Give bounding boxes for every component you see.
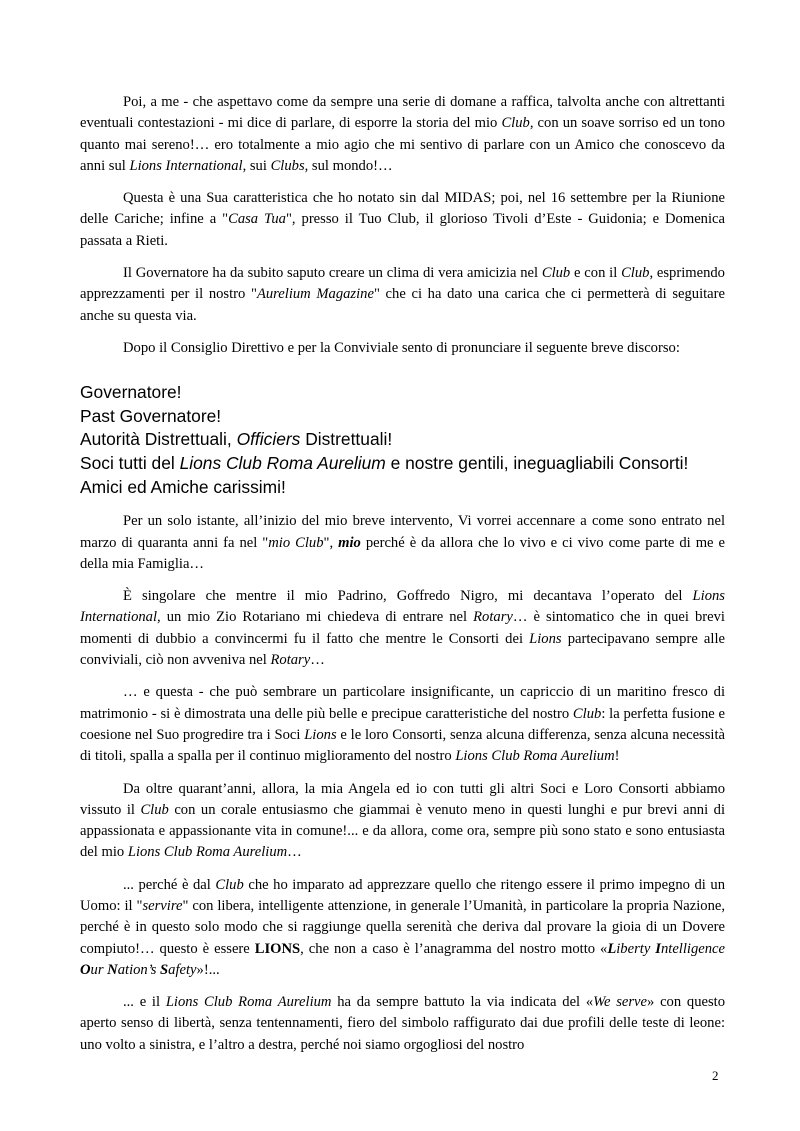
- speech-paragraphs: [80, 511, 725, 1056]
- paragraph: Il Governatore ha da subito saputo creare un clima di vera amicizia nel Club e con il Club, esprimendo apprezzamenti per il nostro "Aurelium Magazine" che ci ha dato una carica che ci permetterà di seguitare anche su questa via.: [80, 265, 725, 324]
- paragraph: Dopo il Consiglio Direttivo e per la Conviviale sento di pronunciare il seguente breve discorso:: [123, 339, 680, 356]
- salutation-line: Soci tutti del Lions Club Roma Aurelium e nostre gentili, ineguagliabili Consorti!: [80, 453, 689, 474]
- paragraph: … e questa - che può sembrare un particolare insignificante, un capriccio di un maritino fresco di matrimonio - si è dimostrata una delle più belle e precipue caratteristiche del nostro Club: la perfetta fusione e coesione nel Suo progredire tra i Soci Lions e le loro Consorti, senza alcuna differenza, senza alcuna necessità di titoli, spalla a spalla per il continuo miglioramento del nostro Lions Club Roma Aurelium!: [80, 684, 725, 765]
- paragraph: Questa è una Sua caratteristica che ho notato sin dal MIDAS; poi, nel 16 settembre per la Riunione delle Cariche; infine a "Casa Tua", presso il Tuo Club, il glorioso Tivoli d’Este - Guidonia; e Domenica passata a Rieti.: [80, 190, 725, 249]
- paragraph: Da oltre quarant’anni, allora, la mia Angela ed io con tutti gli altri Soci e Loro Consorti abbiamo vissuto il Club con un corale entusiasmo che giammai è venuto meno in questi lunghi e pur brevi anni di appassionata e appassionante vita in comune!... e da allora, come ora, sempre più sono stato e sono entusiasta del mio Lions Club Roma Aurelium…: [80, 780, 725, 861]
- paragraph: È singolare che mentre il mio Padrino, Goffredo Nigro, mi decantava l’operato del Lions International, un mio Zio Rotariano mi chiedeva di entrare nel Rotary… è sintomatico che in quei brevi momenti di dubbio a convincermi fu il fatto che mentre le Consorti dei Lions partecipavano sempre alle conviviali, ciò non avveniva nel Rotary…: [80, 588, 725, 669]
- paragraph: ... e il Lions Club Roma Aurelium ha da sempre battuto la via indicata del «We serve» con questo aperto senso di libertà, senza tentennamenti, fiero del simbolo raffigurato dai due profili delle teste di leone: uno volto a sinistra, e l’altro a destra, perché noi siamo orgogliosi del nostro: [80, 994, 725, 1053]
- salutation-line: Governatore!: [80, 382, 182, 403]
- paragraph: Poi, a me - che aspettavo come da sempre una serie di domane a raffica, talvolta anche con altrettanti eventuali contestazioni - mi dice di parlare, di esporre la storia del mio Club, con un soave sorriso ed un tono quanto mai sereno!… ero totalmente a mio agio che mi sentivo di parlare con un Amico che conoscevo da anni sul Lions International, sui Clubs, sul mondo!…: [80, 94, 725, 174]
- page-number: 2: [712, 1068, 719, 1083]
- document-page: [80, 92, 725, 1067]
- salutation-line: Past Governatore!: [80, 405, 222, 426]
- intro-paragraphs: [80, 92, 725, 359]
- salutation-line: Amici ed Amiche carissimi!: [80, 476, 286, 497]
- salutation-line: Autorità Distrettuali, Officiers Distrettuali!: [80, 429, 393, 450]
- paragraph: Per un solo istante, all’inizio del mio breve intervento, Vi vorrei accennare a come sono entrato nel marzo di quaranta anni fa nel "mio Club", mio perché è da allora che lo vivo e ci vivo come parte di me e della mia Famiglia…: [80, 513, 725, 572]
- speech-salutation: [80, 381, 725, 499]
- paragraph: ... perché è dal Club che ho imparato ad apprezzare quello che ritengo essere il primo impegno di un Uomo: il "servire" con libera, intelligente attenzione, in generale l’Umanità, in particolare la propria Nazione, perché è in questo solo modo che si raggiunge quella serenità che deriva dal provare la gioia di un Dovere compiuto!… questo è essere LIONS, che non a caso è l’anagramma del nostro motto «Liberty Intelligence Our Nation’s Safety»!...: [80, 876, 726, 978]
